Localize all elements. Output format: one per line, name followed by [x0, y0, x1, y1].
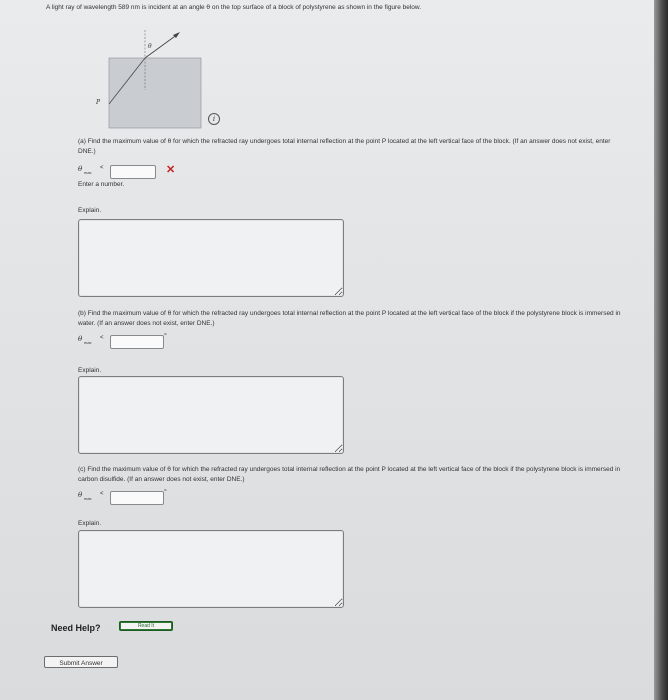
enter-number-hint: Enter a number. — [78, 181, 125, 188]
degree-unit: ° — [164, 333, 167, 340]
part-c-explain-label: Explain. — [78, 520, 102, 527]
part-a-question: (a) Find the maximum value of θ for which the refracted ray undergoes total internal reflection at the point P located at the left vertical face of the block. (If an answer does not exist, enter DNE.) — [78, 138, 611, 155]
part-c-answer-input[interactable] — [110, 491, 164, 505]
incorrect-x-icon: ✕ — [166, 164, 176, 176]
degree-unit: ° — [164, 489, 167, 496]
max-subscript: max — [84, 340, 92, 345]
polystyrene-block — [109, 58, 201, 128]
max-subscript: max — [84, 496, 92, 501]
part-a-explain-label: Explain. — [78, 207, 102, 214]
read-it-label: Read It — [121, 623, 171, 629]
theta-symbol: θ — [78, 165, 83, 173]
refraction-figure — [96, 20, 220, 140]
theta-label: θ — [148, 43, 152, 50]
part-b-answer-input[interactable] — [110, 335, 164, 349]
part-c-explain-textarea[interactable] — [78, 530, 344, 608]
max-subscript: max — [84, 170, 92, 175]
theta-symbol: θ — [78, 335, 83, 343]
part-a-explain-textarea[interactable] — [78, 219, 344, 297]
submit-answer-button[interactable]: Submit Answer — [44, 656, 118, 668]
part-b-explain-textarea[interactable] — [78, 376, 344, 454]
info-icon[interactable]: i — [208, 113, 220, 125]
need-help-label: Need Help? — [51, 623, 101, 633]
less-than-sign: < — [100, 165, 104, 171]
less-than-sign: < — [100, 335, 104, 341]
less-than-sign: < — [100, 491, 104, 497]
theta-symbol: θ — [78, 491, 83, 499]
part-c-question: (c) Find the maximum value of θ for which the refracted ray undergoes total internal reflection at the point P located at the left vertical face of the block if the polystyrene block is immersed in carbon disulfide. (If an answer does not exist, enter DNE.) — [78, 466, 621, 483]
point-p-label: P — [96, 99, 101, 106]
screen-edge — [654, 0, 668, 700]
read-it-button[interactable] — [119, 621, 173, 631]
part-b-question: (b) Find the maximum value of θ for which the refracted ray undergoes total internal reflection at the point P located at the left vertical face of the block if the polystyrene block is immersed in water. (If an answer does not exist, enter DNE.) — [78, 310, 621, 327]
part-a-answer-input[interactable] — [110, 165, 156, 179]
part-b-explain-label: Explain. — [78, 367, 102, 374]
problem-intro: A light ray of wavelength 589 nm is incident at an angle θ on the top surface of a block of polystyrene as shown in the figure below. — [46, 4, 422, 11]
